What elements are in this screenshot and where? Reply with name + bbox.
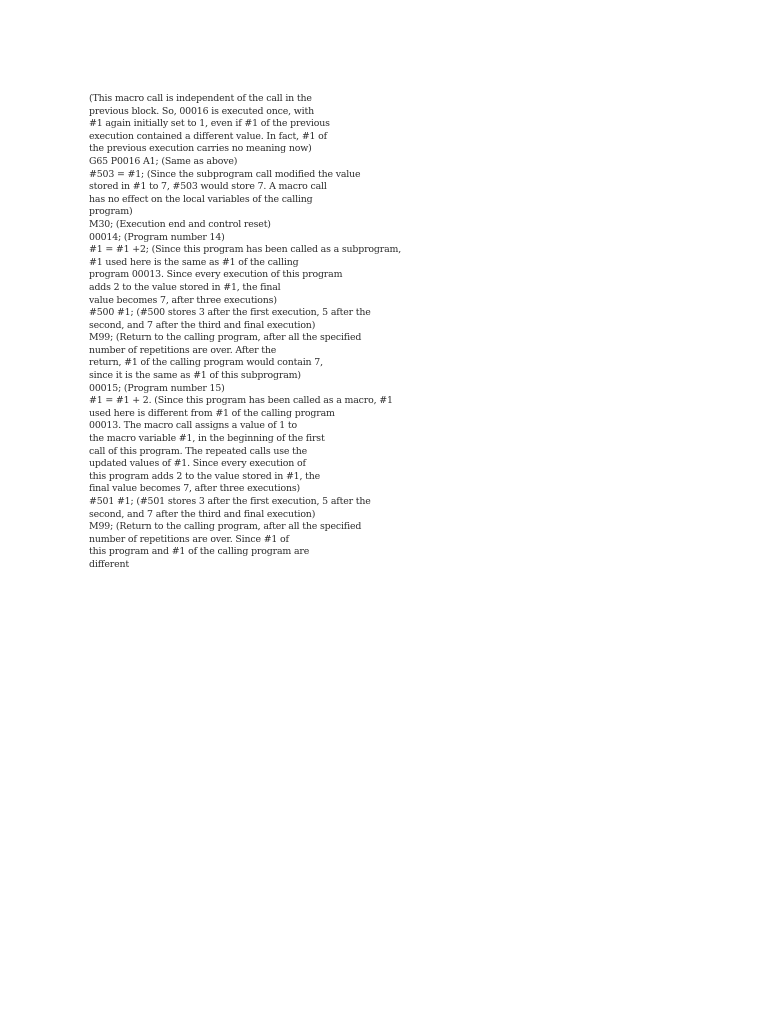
document-text-block bbox=[89, 93, 402, 572]
text-line: M99; (Return to the calling program, after all the specified bbox=[89, 332, 362, 344]
text-line: M99; (Return to the calling program, after all the specified bbox=[89, 521, 362, 533]
text-line: this program adds 2 to the value stored in #1, the bbox=[89, 470, 321, 482]
text-line: #503 = #1; (Since the subprogram call modified the value bbox=[89, 168, 361, 180]
text-line: final value becomes 7, after three executions) bbox=[89, 483, 301, 495]
text-line: 00013. The macro call assigns a value of 1 to bbox=[89, 420, 298, 432]
text-line: G65 P0016 A1; (Same as above) bbox=[89, 155, 238, 167]
text-line: #1 used here is the same as #1 of the calling bbox=[89, 256, 299, 268]
text-line: the macro variable #1, in the beginning of the first bbox=[89, 433, 325, 445]
text-line: value becomes 7, after three executions) bbox=[89, 294, 277, 306]
text-line: #1 = #1 +2; (Since this program has been called as a subprogram, bbox=[89, 244, 402, 256]
text-line: previous block. So, 00016 is executed once, with bbox=[89, 105, 314, 117]
text-line: #500 #1; (#500 stores 3 after the first execution, 5 after the bbox=[89, 307, 371, 319]
text-line: updated values of #1. Since every execution of bbox=[89, 458, 306, 470]
text-line: 00015; (Program number 15) bbox=[89, 382, 225, 394]
text-line: different bbox=[89, 558, 129, 570]
text-line: 00014; (Program number 14) bbox=[89, 231, 225, 243]
text-line: #1 = #1 + 2. (Since this program has been called as a macro, #1 bbox=[89, 395, 393, 407]
text-line: second, and 7 after the third and final execution) bbox=[89, 319, 316, 331]
text-line: program) bbox=[89, 206, 133, 218]
text-line: has no effect on the local variables of the calling bbox=[89, 193, 313, 205]
text-line: stored in #1 to 7, #503 would store 7. A macro call bbox=[89, 181, 327, 193]
text-line: number of repetitions are over. Since #1 of bbox=[89, 533, 289, 545]
text-line: since it is the same as #1 of this subprogram) bbox=[89, 370, 301, 382]
text-line: #1 again initially set to 1, even if #1 of the previous bbox=[89, 118, 330, 130]
text-line: M30; (Execution end and control reset) bbox=[89, 218, 271, 230]
text-line: return, #1 of the calling program would contain 7, bbox=[89, 357, 323, 369]
text-line: the previous execution carries no meaning now) bbox=[89, 143, 312, 155]
text-line: second, and 7 after the third and final execution) bbox=[89, 508, 316, 520]
text-line: number of repetitions are over. After the bbox=[89, 344, 277, 356]
text-line: call of this program. The repeated calls use the bbox=[89, 445, 307, 457]
text-line: used here is different from #1 of the calling program bbox=[89, 407, 335, 419]
text-line: #501 #1; (#501 stores 3 after the first execution, 5 after the bbox=[89, 496, 371, 507]
text-line: execution contained a different value. In fact, #1 of bbox=[89, 130, 327, 142]
text-line: (This macro call is independent of the call in the bbox=[89, 93, 312, 104]
text-line: program 00013. Since every execution of this program bbox=[89, 269, 343, 281]
text-line: this program and #1 of the calling program are bbox=[89, 546, 310, 558]
text-line: adds 2 to the value stored in #1, the final bbox=[89, 281, 281, 293]
